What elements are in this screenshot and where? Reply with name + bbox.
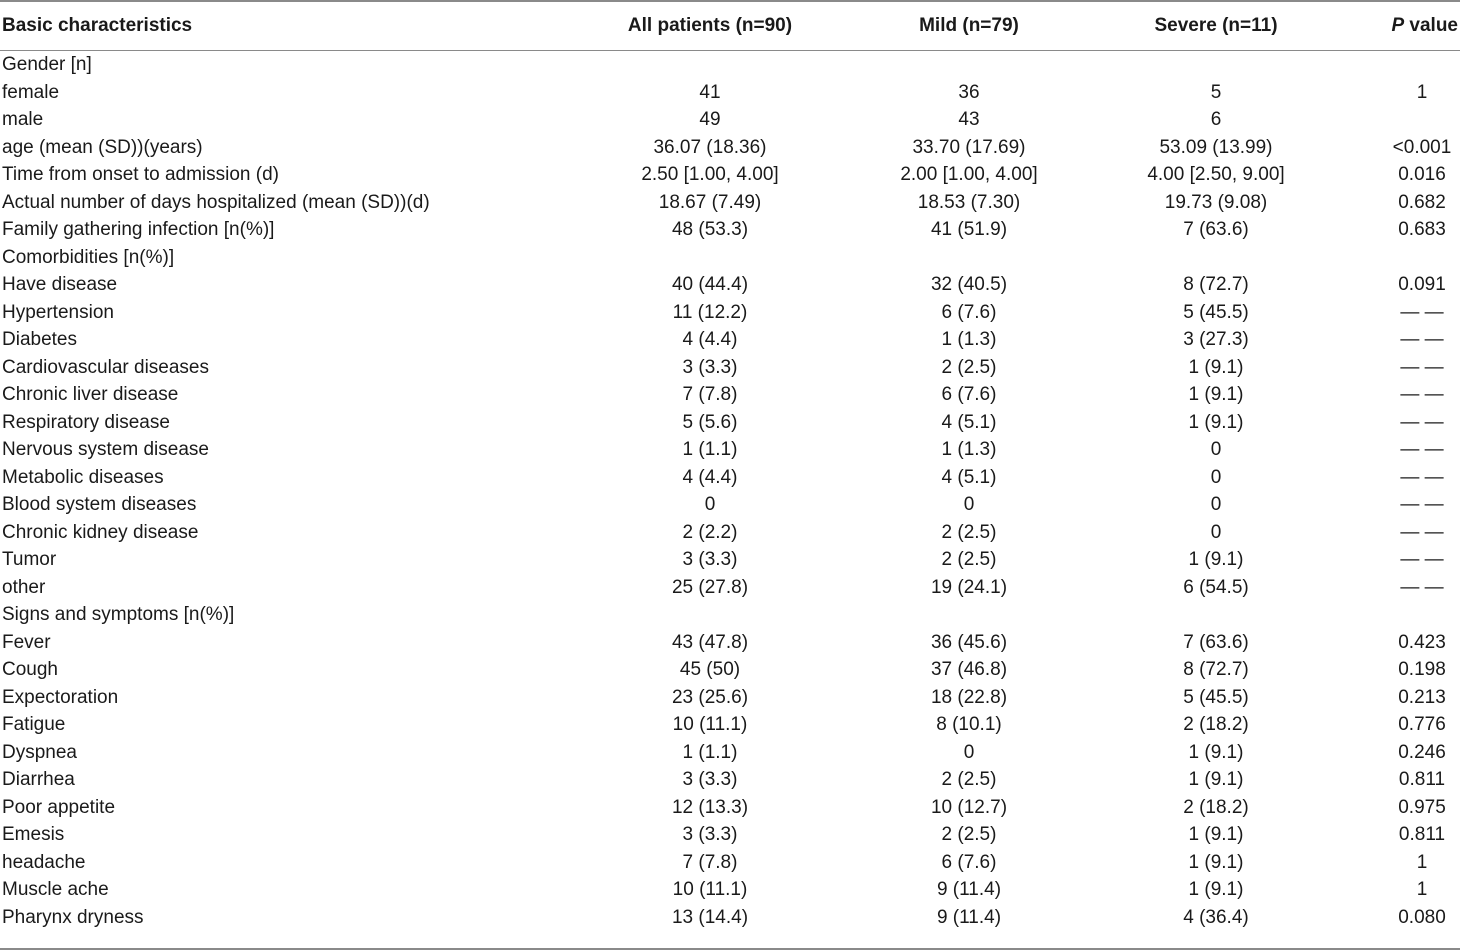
row-label: female: [2, 81, 60, 103]
cell-p-value: — —: [1400, 549, 1444, 570]
cell-mild: 2 (2.5): [941, 769, 997, 790]
cell-p-value: 1: [1416, 81, 1428, 103]
cell-severe: 6: [1210, 109, 1222, 130]
cell-severe: 2 (18.2): [1183, 796, 1249, 818]
cell-mild: 36: [958, 81, 980, 103]
header-all-patients: All patients (n=90): [627, 14, 793, 36]
header-severe: Severe (n=11): [1154, 14, 1278, 36]
p-value-label: value: [1404, 14, 1458, 36]
cell-p-value: 0.423: [1398, 631, 1446, 653]
cell-p-value: 0.811: [1398, 824, 1446, 845]
row-label: Respiratory disease: [2, 411, 170, 433]
table-row: [0, 299, 1460, 327]
cell-all-patients: 11 (12.2): [672, 301, 748, 323]
cell-p-value: 0.682: [1398, 191, 1446, 213]
cell-mild: 0: [963, 741, 975, 763]
cell-mild: 6 (7.6): [941, 301, 997, 323]
row-label: Comorbidities [n(%)]: [2, 246, 175, 268]
table-row: [0, 354, 1460, 382]
header-basic-characteristics: Basic characteristics: [2, 14, 193, 36]
cell-p-value: — —: [1400, 521, 1444, 543]
table-row: [0, 216, 1460, 244]
table-row: [0, 711, 1460, 739]
row-label: Family gathering infection [n(%)]: [2, 219, 275, 240]
row-label: Cough: [2, 659, 58, 680]
bottom-rule: [0, 948, 1460, 950]
row-label: headache: [2, 851, 86, 873]
cell-mild: 37 (46.8): [930, 659, 1008, 680]
row-label: Muscle ache: [2, 879, 109, 900]
cell-mild: 4 (5.1): [941, 411, 997, 433]
cell-all-patients: 3 (3.3): [682, 356, 738, 378]
cell-mild: 6 (7.6): [941, 851, 997, 873]
cell-severe: 3 (27.3): [1183, 329, 1249, 350]
cell-p-value: [1354, 106, 1460, 134]
cell-severe: 1 (9.1): [1188, 549, 1244, 570]
cell-p-value: — —: [1400, 439, 1444, 460]
row-label: Pharynx dryness: [2, 906, 144, 928]
cell-mild: 2 (2.5): [941, 521, 997, 543]
cell-severe: 8 (72.7): [1183, 659, 1249, 680]
cell-severe: [1078, 601, 1354, 629]
cell-mild: 43: [958, 109, 980, 130]
cell-severe: 5 (45.5): [1183, 686, 1249, 708]
row-label: Diarrhea: [2, 769, 75, 790]
cell-severe: 0: [1210, 466, 1222, 488]
cell-p-value: [1354, 51, 1460, 79]
cell-all-patients: 25 (27.8): [671, 576, 749, 598]
cell-p-value: 0.246: [1398, 741, 1446, 763]
cell-p-value: 0.213: [1398, 686, 1446, 708]
cell-p-value: — —: [1400, 576, 1444, 598]
row-label: Poor appetite: [2, 796, 116, 818]
table-row: [0, 904, 1460, 932]
cell-severe: 1 (9.1): [1188, 356, 1244, 378]
cell-all-patients: [560, 51, 860, 79]
cell-severe: 7 (63.6): [1183, 631, 1249, 653]
cell-severe: 2 (18.2): [1183, 714, 1249, 735]
cell-severe: 8 (72.7): [1183, 274, 1249, 295]
cell-all-patients: 18.67 (7.49): [658, 191, 762, 213]
table-row: [0, 134, 1460, 162]
cell-all-patients: 7 (7.8): [682, 851, 738, 873]
cell-all-patients: 3 (3.3): [682, 824, 738, 845]
cell-all-patients: 13 (14.4): [671, 906, 749, 928]
cell-p-value: — —: [1400, 466, 1444, 488]
cell-mild: 19 (24.1): [930, 576, 1008, 598]
cell-mild: 8 (10.1): [936, 714, 1002, 735]
cell-all-patients: 3 (3.3): [682, 549, 738, 570]
row-label: male: [2, 109, 44, 130]
cell-mild: 2 (2.5): [941, 356, 997, 378]
table-row: [0, 849, 1460, 877]
cell-p-value: — —: [1400, 301, 1444, 323]
cell-mild: 4 (5.1): [941, 466, 997, 488]
cell-severe: 1 (9.1): [1188, 384, 1244, 405]
cell-p-value: 0.683: [1398, 219, 1446, 240]
table-row: [0, 409, 1460, 437]
cell-severe: 19.73 (9.08): [1164, 191, 1268, 213]
table-row: [0, 601, 1460, 629]
table-row: [0, 629, 1460, 657]
cell-mild: 2 (2.5): [941, 824, 997, 845]
table-row: [0, 546, 1460, 574]
cell-p-value: — —: [1400, 411, 1444, 433]
cell-all-patients: 1 (1.1): [682, 439, 738, 460]
cell-all-patients: 2.50 [1.00, 4.00]: [641, 164, 779, 185]
cell-mild: [860, 244, 1078, 272]
cell-all-patients: 41: [699, 81, 721, 103]
cell-severe: 1 (9.1): [1188, 769, 1244, 790]
cell-all-patients: 7 (7.8): [682, 384, 738, 405]
cell-mild: [860, 51, 1078, 79]
cell-p-value: — —: [1400, 384, 1444, 405]
cell-severe: 6 (54.5): [1183, 576, 1249, 598]
cell-severe: 1 (9.1): [1188, 851, 1244, 873]
cell-all-patients: 5 (5.6): [682, 411, 738, 433]
cell-severe: [1078, 51, 1354, 79]
cell-p-value: [1354, 601, 1460, 629]
table-row: [0, 574, 1460, 602]
cell-severe: 0: [1210, 521, 1222, 543]
cell-p-value: 1: [1416, 851, 1428, 873]
row-label: Time from onset to admission (d): [2, 164, 279, 185]
table-row: [0, 436, 1460, 464]
cell-severe: [1078, 244, 1354, 272]
table-row: [0, 51, 1460, 79]
cell-all-patients: 2 (2.2): [682, 521, 738, 543]
cell-severe: 0: [1210, 439, 1222, 460]
row-label: Blood system diseases: [2, 494, 197, 515]
row-label: Cardiovascular diseases: [2, 356, 209, 378]
table-row: [0, 106, 1460, 134]
cell-p-value: 0.811: [1398, 769, 1446, 790]
cell-severe: 53.09 (13.99): [1159, 136, 1273, 158]
cell-p-value: <0.001: [1392, 136, 1452, 158]
cell-all-patients: 4 (4.4): [682, 466, 738, 488]
cell-all-patients: 40 (44.4): [671, 274, 749, 295]
cell-all-patients: 10 (11.1): [672, 879, 748, 900]
table-row: [0, 876, 1460, 904]
row-label: Gender [n]: [2, 54, 92, 75]
cell-p-value: [1354, 244, 1460, 272]
table-row: [0, 519, 1460, 547]
cell-mild: 18 (22.8): [930, 686, 1008, 708]
cell-mild: 41 (51.9): [930, 219, 1008, 240]
cell-all-patients: 4 (4.4): [682, 329, 738, 350]
cell-p-value: 1: [1416, 879, 1428, 900]
cell-mild: 9 (11.4): [936, 906, 1002, 928]
row-label: Chronic kidney disease: [2, 521, 199, 543]
cell-all-patients: 36.07 (18.36): [653, 136, 767, 158]
table-row: [0, 464, 1460, 492]
row-label: Hypertension: [2, 301, 114, 323]
cell-all-patients: 1 (1.1): [682, 741, 738, 763]
cell-all-patients: [560, 601, 860, 629]
header-row: [0, 0, 1460, 51]
cell-all-patients: 43 (47.8): [671, 631, 749, 653]
row-label: Metabolic diseases: [2, 466, 164, 488]
cell-severe: 1 (9.1): [1188, 824, 1244, 845]
cell-all-patients: 3 (3.3): [682, 769, 738, 790]
table-row: [0, 821, 1460, 849]
cell-p-value: 0.975: [1398, 796, 1446, 818]
table-row: [0, 794, 1460, 822]
cell-p-value: 0.080: [1398, 906, 1446, 928]
row-label: Nervous system disease: [2, 439, 209, 460]
cell-severe: 5: [1210, 81, 1222, 103]
cell-p-value: 0.091: [1398, 274, 1446, 295]
table-row: [0, 79, 1460, 107]
cell-all-patients: 10 (11.1): [672, 714, 748, 735]
cell-p-value: 0.776: [1398, 714, 1446, 735]
row-label: Diabetes: [2, 329, 77, 350]
cell-mild: 6 (7.6): [941, 384, 997, 405]
row-label: Fatigue: [2, 714, 66, 735]
row-label: Actual number of days hospitalized (mean (SD))(d): [2, 191, 430, 213]
row-label: age (mean (SD))(years): [2, 136, 203, 158]
table-row: [0, 656, 1460, 684]
table-row: [0, 271, 1460, 299]
cell-severe: 1 (9.1): [1188, 879, 1244, 900]
cell-severe: 1 (9.1): [1188, 741, 1244, 763]
cell-p-value: 0.016: [1398, 164, 1446, 185]
row-label: Have disease: [2, 274, 118, 295]
cell-p-value: — —: [1400, 356, 1444, 378]
cell-mild: 2.00 [1.00, 4.00]: [900, 164, 1038, 185]
cell-severe: 5 (45.5): [1183, 301, 1249, 323]
cell-mild: 10 (12.7): [930, 796, 1008, 818]
cell-mild: 0: [963, 494, 975, 515]
table-row: [0, 491, 1460, 519]
row-label: Fever: [2, 631, 51, 653]
cell-mild: 2 (2.5): [941, 549, 997, 570]
cell-all-patients: 49: [699, 109, 721, 130]
row-label: Expectoration: [2, 686, 119, 708]
cell-all-patients: 0: [704, 494, 716, 515]
cell-mild: 1 (1.3): [941, 439, 997, 460]
cell-mild: 9 (11.4): [936, 879, 1002, 900]
table-row: [0, 326, 1460, 354]
table-row: [0, 766, 1460, 794]
cell-all-patients: 12 (13.3): [671, 796, 749, 818]
cell-all-patients: 23 (25.6): [671, 686, 749, 708]
table-row: [0, 739, 1460, 767]
cell-mild: 32 (40.5): [930, 274, 1008, 295]
cell-mild: 18.53 (7.30): [917, 191, 1021, 213]
cell-mild: 36 (45.6): [930, 631, 1008, 653]
table-row: [0, 684, 1460, 712]
row-label: Chronic liver disease: [2, 384, 179, 405]
header-mild: Mild (n=79): [919, 14, 1019, 36]
cell-mild: 33.70 (17.69): [912, 136, 1026, 158]
cell-all-patients: [560, 244, 860, 272]
cell-mild: 1 (1.3): [941, 329, 997, 350]
header-p-value: [1354, 0, 1460, 51]
cell-p-value: 0.198: [1398, 659, 1446, 680]
cell-severe: 4 (36.4): [1183, 906, 1249, 928]
cell-all-patients: 48 (53.3): [671, 219, 749, 240]
p-italic: P: [1391, 14, 1405, 36]
cell-mild: [860, 601, 1078, 629]
cell-p-value: — —: [1400, 329, 1444, 350]
row-label: Dyspnea: [2, 741, 77, 763]
cell-severe: 4.00 [2.50, 9.00]: [1147, 164, 1285, 185]
row-label: other: [2, 576, 46, 598]
table-row: [0, 381, 1460, 409]
cell-severe: 1 (9.1): [1188, 411, 1244, 433]
table-row: [0, 244, 1460, 272]
row-label: Emesis: [2, 824, 65, 845]
row-label: Tumor: [2, 549, 57, 570]
row-label: Signs and symptoms [n(%)]: [2, 604, 235, 625]
cell-severe: 7 (63.6): [1183, 219, 1249, 240]
table-row: [0, 161, 1460, 189]
table-row: [0, 189, 1460, 217]
cell-severe: 0: [1210, 494, 1222, 515]
cell-p-value: — —: [1400, 494, 1444, 515]
cell-all-patients: 45 (50): [679, 659, 741, 680]
